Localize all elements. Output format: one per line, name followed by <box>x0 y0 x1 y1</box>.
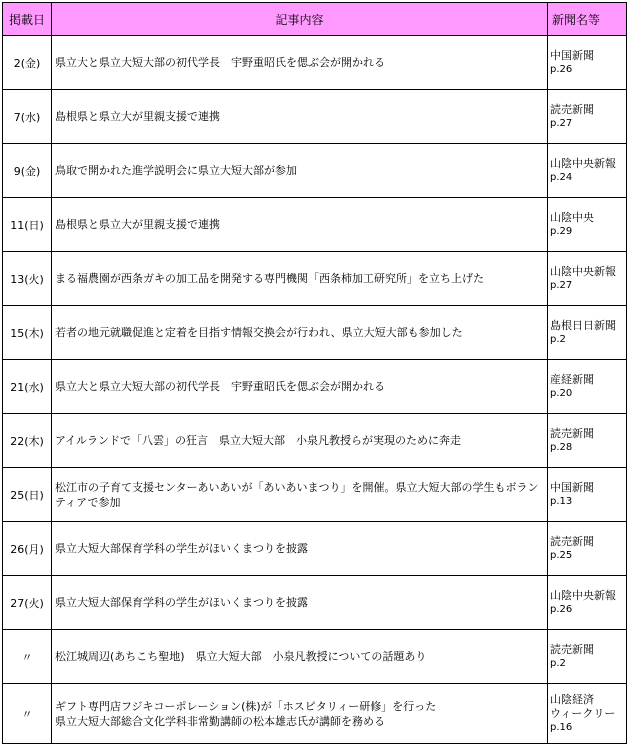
page-number: p.26 <box>550 63 573 75</box>
paper-name: 山陰中央新報 <box>550 588 616 602</box>
date-cell: 22(木) <box>3 414 52 468</box>
paper-cell <box>548 198 627 252</box>
paper-name: 読売新聞 <box>550 642 594 656</box>
paper-cell <box>548 90 627 144</box>
content-cell <box>52 522 548 576</box>
paper-cell <box>548 306 627 360</box>
paper-name: 産経新聞 <box>550 372 594 386</box>
table-row <box>3 576 627 630</box>
table-row <box>3 144 627 198</box>
page-number: p.20 <box>550 387 573 399</box>
header-paper: 新聞名等 <box>548 3 627 36</box>
page-number: p.26 <box>550 603 573 615</box>
paper-cell <box>548 630 627 684</box>
page-number: p.29 <box>550 225 573 237</box>
paper-name: 島根日日新聞 <box>550 318 616 332</box>
paper-cell <box>548 252 627 306</box>
date-cell: 9(金) <box>3 144 52 198</box>
table-body <box>3 36 627 744</box>
date-cell: 26(月) <box>3 522 52 576</box>
paper-name: 山陰中央新報 <box>550 264 616 278</box>
content-text: 県立大短大部保育学科の学生がほいくまつりを披露 <box>55 596 308 609</box>
content-text: 松江市の子育て支援センターあいあいが「あいあいまつり」を開催。県立大短大部の学生もボランティアで参加 <box>55 480 539 509</box>
header-row <box>3 3 627 36</box>
page-number: p.24 <box>550 171 573 183</box>
table-row <box>3 90 627 144</box>
paper-name: 読売新聞 <box>550 102 594 116</box>
paper-cell <box>548 684 627 744</box>
header-content: 記事内容 <box>52 3 548 36</box>
date-cell: 11(日) <box>3 198 52 252</box>
content-text: 若者の地元就職促進と定着を目指す情報交換会が行われ、県立大短大部も参加した <box>55 326 463 339</box>
content-text: 県立大と県立大短大部の初代学長 宇野重昭氏を偲ぶ会が開かれる <box>55 380 385 393</box>
date-cell: 27(火) <box>3 576 52 630</box>
table-row <box>3 468 627 522</box>
content-cell <box>52 144 548 198</box>
content-text: アイルランドで「八雲」の狂言 県立大短大部 小泉凡教授らが実現のために奔走 <box>55 434 462 447</box>
content-text: 島根県と県立大が里親支援で連携 <box>55 110 220 123</box>
paper-name: 読売新聞 <box>550 534 594 548</box>
date-cell: 2(金) <box>3 36 52 90</box>
content-cell <box>52 198 548 252</box>
page-number: p.2 <box>550 657 566 669</box>
content-cell <box>52 306 548 360</box>
table-row <box>3 252 627 306</box>
paper-cell <box>548 414 627 468</box>
content-text: ギフト専門店フジキコーポレーション(株)が「ホスピタリィー研修」を行った <box>55 699 437 713</box>
paper-name: 山陰中央 <box>550 210 594 224</box>
table-row <box>3 306 627 360</box>
date-cell: 〃 <box>3 630 52 684</box>
content-text: 鳥取で開かれた進学説明会に県立大短大部が参加 <box>55 164 297 177</box>
paper-name: 読売新聞 <box>550 426 594 440</box>
table-row <box>3 414 627 468</box>
paper-cell <box>548 360 627 414</box>
date-cell: 15(木) <box>3 306 52 360</box>
paper-cell <box>548 576 627 630</box>
paper-cell <box>548 36 627 90</box>
content-text: 県立大短大部総合文化学科非常勤講師の松本雄志氏が講師を務める <box>55 714 385 728</box>
page-number: p.28 <box>550 441 573 453</box>
content-cell <box>52 684 548 744</box>
paper-name: 中国新聞 <box>550 480 594 494</box>
content-cell <box>52 252 548 306</box>
articles-table <box>2 2 627 744</box>
table-row <box>3 198 627 252</box>
table-row <box>3 630 627 684</box>
paper-cell <box>548 468 627 522</box>
page-number: p.27 <box>550 117 573 129</box>
paper-name: 山陰経済 ウィークリー <box>550 692 616 720</box>
content-cell <box>52 468 548 522</box>
content-text: 島根県と県立大が里親支援で連携 <box>55 218 220 231</box>
table-row <box>3 684 627 744</box>
content-text: 県立大短大部保育学科の学生がほいくまつりを披露 <box>55 542 308 555</box>
paper-cell <box>548 522 627 576</box>
content-cell <box>52 360 548 414</box>
content-text: まる福農園が西条ガキの加工品を開発する専門機関「西条柿加工研究所」を立ち上げた <box>55 272 484 285</box>
content-cell <box>52 90 548 144</box>
page-number: p.2 <box>550 333 566 345</box>
date-cell: 〃 <box>3 684 52 744</box>
date-cell: 21(水) <box>3 360 52 414</box>
content-cell <box>52 576 548 630</box>
content-text: 松江城周辺(あちこち聖地) 県立大短大部 小泉凡教授についての話題あり <box>55 650 427 663</box>
table-row <box>3 522 627 576</box>
content-cell <box>52 36 548 90</box>
paper-name: 山陰中央新報 <box>550 156 616 170</box>
content-text: 県立大と県立大短大部の初代学長 宇野重昭氏を偲ぶ会が開かれる <box>55 56 385 69</box>
date-cell: 13(火) <box>3 252 52 306</box>
paper-cell <box>548 144 627 198</box>
page-number: p.25 <box>550 549 573 561</box>
header-date: 掲載日 <box>3 3 52 36</box>
paper-name: 中国新聞 <box>550 48 594 62</box>
page-number: p.16 <box>550 721 573 733</box>
content-cell <box>52 630 548 684</box>
page-number: p.27 <box>550 279 573 291</box>
content-cell <box>52 414 548 468</box>
table-row <box>3 360 627 414</box>
page-number: p.13 <box>550 495 573 507</box>
table-row <box>3 36 627 90</box>
date-cell: 7(水) <box>3 90 52 144</box>
date-cell: 25(日) <box>3 468 52 522</box>
